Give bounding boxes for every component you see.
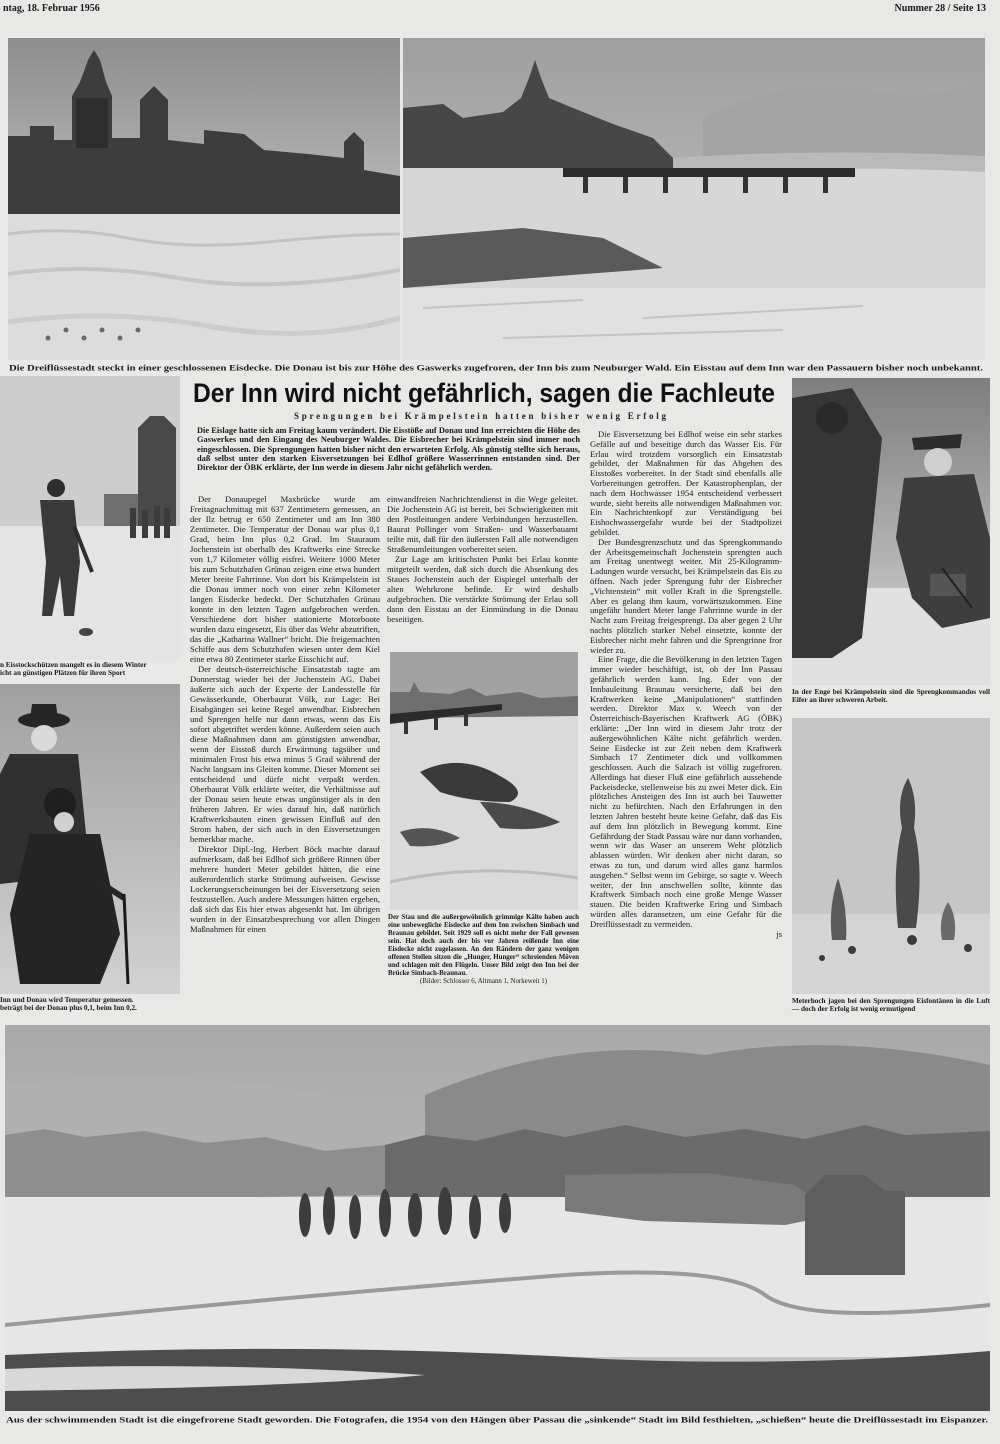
article-column-1 [190, 494, 380, 934]
top-photo-caption-text: Die Dreiflüssestadt steckt in einer geschlossenen Eisdecke. Die Donau ist bis zur Höhe des Gaswerks zugefroren, der Inn bis zum Neuburger Wald. Ein Eisstau auf dem Inn war den Passauern bisher noch unbekannt. [9, 362, 983, 373]
paragraph: Der Bundesgrenzschutz und das Sprengkommando der Arbeitsgemeinschaft Jochenstein sprengten auch am Freitag unentwegt weiter. Mit 25-Kilogramm-Ladungen wurde versucht, bei Krämpelstein das Eis zu öffnen. Nach jeder Sprengung fuhr der Eisbrecher „Vichtenstein“ mit voller Kraft in die Sprengstelle. Aber es gelang ihm kaum, vorwärtszukommen. Eine ungefähr hundert Meter lange Fahrrinne wurde in der Nacht zum Freitag freigesprengt. Da aber gegen 2 Uhr nachts plötzlich starker Nebel einsetzte, konnte der Eisbrecher nicht mehr fahren und die Sprengrinne fror wieder zu. [590, 536, 782, 655]
photo-temperature-measurement [0, 684, 180, 994]
soldier-left-head [816, 402, 848, 434]
bridge-deck [563, 168, 855, 177]
headline [190, 376, 782, 408]
article-lead: Die Eislage hatte sich am Freitag kaum verändert. Die Eisstöße auf Donau und Inn erreichten die Höhe des Gaswerkes und den Eingang des Neuburger Waldes. Die Eisbrecher bei Krämpelstein sind immer noch eingeschlossen. Die Sprengungen hatten bisher nicht den erwarteten Erfolg. Als günstig stellte sich heraus, daß selbst unter den starken Eisversetzungen bei Edlhof größere Wasserrinnen entstanden sind. Der Direktor der ÖBK erklärte, der Inn werde in diesem Jahr nicht gefährlich werden. [197, 426, 580, 473]
photo-credits: (Bilder: Schlosser 6, Altmann 1, Norkeweit 1) [419, 978, 548, 985]
bottom-photo-caption [5, 1413, 990, 1425]
article-column-3 [590, 430, 782, 939]
paragraph: Der deutsch-österreichische Einsatzstab tagte am Donnerstag wieder bei der Jochenstein AG. Dabei äußerte sich auch der Experte der Landesstelle für Gewässerkunde, Oberbaurat Völk, zur Lage: Bei Eisabgängen sei keine Regel anwendbar. Eisbrechen und Sprengen helfe nur dann etwas, wenn das Eis sofort abgetriftet werden könne. Außerdem seien auch diese Maßnahmen dann am günstigsten anwendbar, wenn der Eisstoß durch Erwärmung tagsüber und minimalen Frost bis etwa minus 5 Grad während der Nacht langsam ins Gleiten komme. Dieser Moment sei entscheidend und dürfe nicht verpaßt werden. Oberbaurat Völk erklärte weiter, die Verhältnisse auf der Donau seien heute etwas ungünstiger als in den früheren Jahren. Er wies darauf hin, daß natürlich Kraftwerksbauten einen gewissen Einfluß auf den Strom haben, der sich auch in den Eisversetzungen bemerkbar mache. [190, 664, 380, 844]
subheadline-text: Sprengungen bei Krämpelstein hatten bisher wenig Erfolg [294, 411, 666, 421]
snow-foreground [403, 288, 985, 360]
player-head [47, 479, 65, 497]
photo-curlers-image [0, 376, 180, 660]
photo-passau-panorama-image [5, 1025, 990, 1411]
photo-ice-fountains-image [792, 718, 990, 994]
page-number: Nummer 28 / Seite 13 [894, 3, 986, 14]
photo-passau-panorama [5, 1025, 990, 1411]
paragraph: Direktor Dipl.-Ing. Herbert Böck machte darauf aufmerksam, daß bei Edlhof sich größere Rinnen über mehrere hundert Meter gebildet hätten, die eine außerordentlich starke Strömung aufweisen. Gewisse Lockerungserscheinungen bei der Eisversetzung seien festzustellen. Auch andere Messungen hätten ergeben, daß sich das Eis hier etwas abgesenkt hat. Im übrigen wurden in der Einsatzbesprechung vor allen Dingen Maßnahmen für einen [190, 844, 380, 934]
center-photo-caption [388, 914, 579, 986]
woman-coat [10, 834, 120, 984]
hat-crown [30, 704, 58, 720]
ice-field [0, 526, 180, 660]
subheadline [190, 409, 782, 422]
top-photo-caption [8, 361, 985, 373]
curling-stone [79, 628, 93, 636]
article-column-2 [387, 494, 578, 624]
paragraph: Eine Frage, die die Bevölkerung in den letzten Tagen immer wieder beschäftigt, ist, ob der Inn Passau gefährlich werden kann. Ing. Eder von der Innbauleitung Braunau versicherte, daß bei den Kraftwerken keine „Manipulationen“ stattfinden werden. Direktor Max v. Weech von der Österreichisch-Bayerischen Kraftwerk AG (ÖBK) erklärte: „Der Inn wird in diesem Jahr trotz der außergewöhnlichen Kälte nicht gefährlich werden. Seine Eisdecke ist zur Zeit neben dem Kraftwerk Simbach 17 Zentimeter dick und vollkommen geschlossen. Auch die Salzach ist völlig zugefroren. Allerdings hat dieser Fluß eine gefährlich aussehende Packeisdecke, stellenweise bis zu zwei Meter dick. Ein plötzliches Ansteigen des Inn ist auch bei Tauwetter nicht zu befürchten. Nach den Erfahrungen in den letzten Jahren besteht heute keine Gefahr, daß das Eis auf dem Inn plötzlich in Bewegung kommt. Eine Gefährdung der Stadt Passau wäre nur dann vorhanden, wenn wir das Waser an unserem Wehr plötzlich ablassen würden. Wir denken aber nicht daran, so etwas zu tun, und darum wird alles ganz harmlos ausgehen.“ Selbst wenn im Gebirge, so sagte v. Weech weiter, der Inn anschwellen sollte, könnte das Kraftwerk Simbach noch eine große Menge Wasser stauen. Die beiden Kraftwerke Ering und Simbach würden alles daransetzen, um eine Gefahr für die Dreiflüssestadt zu vermeiden. [590, 654, 782, 929]
photo-frozen-river-bridge-image [403, 38, 985, 360]
paragraph: Zur Lage am kritischsten Punkt bei Erlau konnte mitgeteilt werden, daß sich durch die Absenkung des Staues Jochenstein auch der Eispiegel unterhalb der alten Wehrkrone befinde. Er wird deshalb aufgebrochen. Die verstärkte Strömung der Erlau soll dann den Eisstau an der Einmündung in die Donau beseitigen. [387, 554, 578, 624]
left-top-caption [0, 661, 184, 678]
right-top-caption: In der Enge bei Krämpelstein sind die Sprengkommandos voll Eifer an ihrer schweren Arbeit. [792, 688, 990, 705]
ice-field [792, 914, 990, 994]
man-face [31, 725, 57, 751]
right-bottom-caption: Meterhoch jagen bei den Sprengungen Eisfontänen in die Luft — doch der Erfolg ist wenig ermutigend [792, 997, 990, 1014]
castle-tower [76, 98, 108, 148]
author-signature: js [776, 928, 782, 939]
center-photo-caption-text: Der Stau und die außergewöhnlich grimmige Kälte haben auch eine unbewegliche Eisdecke auf dem Inn zwischen Simbach und Braunau gebildet. Seit 1929 soll es nicht mehr der Fall gewesen sein. Hat doch auch der bis vor Jahren reißende Inn eine Eisdecke nicht zugelassen. An den Rändern der ganz wenigen offenen Stellen sitzen die „Hunger, Hunger“ schreienden Möven und schlagen mit den Flügeln. Unser Bild zeigt den Inn bei der Brücke Simbach-Braunau. [388, 914, 579, 977]
left-top-caption-line2: icht an günstigen Plätzen für ihren Sport [0, 669, 126, 678]
bottom-photo-caption-text: Aus der schwimmenden Stadt ist die eingefrorene Stadt geworden. Die Fotografen, die 1954 von den Hängen über Passau die „sinkende“ Stadt im Bild festhielten, „schießen“ heute die Dreiflüssestadt im Eispanzer. [6, 1414, 988, 1425]
photo-frozen-river-bridge [403, 38, 985, 360]
paragraph: einwandfreien Nachrichtendienst in die Wege geleitet. Die Jochenstein AG ist bereit, bei Schwierigkeiten mit den Postleitungen andere Verbindungen herzustellen. Baurat Pollinger vom Straßen- und Wasserbauamt teilte mit, daß für den äußersten Fall alle notwendigen Straßenumleitungen vorbereitet seien. [387, 494, 578, 554]
photo-ice-fountains [792, 718, 990, 994]
photo-inn-bridge-simbach-image [390, 652, 578, 910]
paragraph: Die Eisversetzung bei Edlhof weise ein sehr starkes Gefälle auf und beseitige durch das Wasser Eis. Für Erlau wird trotzdem vorsorglich ein Einsatzstab gebildet, der Maßnahmen für das Abgehen des Eisstoßes vorbereitet. In der Stadt sind ebenfalls alle Vorbereitungen getroffen. Der Katastrophenplan, der nach dem Hochwasser 1954 entscheidend verbessert wurde, sieht bereits alle notwendigen Maßnahmen vor. Ein Nachrichtenkopf zur Verständigung bei Eishochwassergefahr wurde bei der Stadtpolizei gebildet. [590, 429, 782, 537]
photo-blasting-crew [792, 378, 990, 685]
photo-town-snow [8, 38, 400, 360]
soldier-right-face [924, 448, 952, 476]
left-top-caption-line1: n Eisstockschützen mangelt es in diesem Winter [0, 661, 147, 669]
photo-curlers [0, 376, 180, 660]
photo-inn-bridge-simbach [390, 652, 578, 910]
woman-face [54, 812, 74, 832]
issue-date: ntag, 18. Februar 1956 [3, 3, 100, 14]
left-bottom-caption [0, 996, 184, 1013]
photo-town-snow-image [8, 38, 400, 360]
photo-blasting-crew-image [792, 378, 990, 685]
left-bottom-caption-line2: beträgt bei der Donau plus 0,1, beim Inn 0,2. [0, 1004, 137, 1013]
photo-temperature-measurement-image [0, 684, 180, 994]
left-bottom-caption-line1: Inn und Donau wird Temperatur gemessen. [0, 996, 134, 1004]
paragraph: Der Donaupegel Maxbrücke wurde am Freitagnachmittag mit 637 Zentimetern gemessen, an der Ilz betrug er 650 Zentimeter und am Inn 380 Zentimeter. Die Temperatur der Donau war plus 0,1 Grad, beim Inn plus 0,2 Grad. Im Stauraum Jochenstein ist oberhalb des Kraftwerks eine Strecke von 1,7 Kilometer völlig eisfrei. Weitere 1000 Meter bis zum Schutzhafen Grünau zeigen eine etwa hundert Meter breite Fahrrinne. Von dort bis Krämpelstein ist die Donau immer noch von einer zehn Kilometer langen Eisdecke bedeckt. Der Schutzhafen Grünau konnte in den letzten Tagen aufgebrochen werden. Verschiedene dort bisher stationierte Motorboote wurden dazu eingesetzt, Eis über das Wehr abzutriften, das die „Katharina Wallner“ bricht. Die freigemachten Schiffe aus dem Schutzhafen wiesen unter dem Kiel eine etwa 80 Zentimeter starke Eisschicht auf. [190, 494, 380, 664]
headline-text: Der Inn wird nicht gefährlich, sagen die Fachleute [193, 378, 775, 408]
